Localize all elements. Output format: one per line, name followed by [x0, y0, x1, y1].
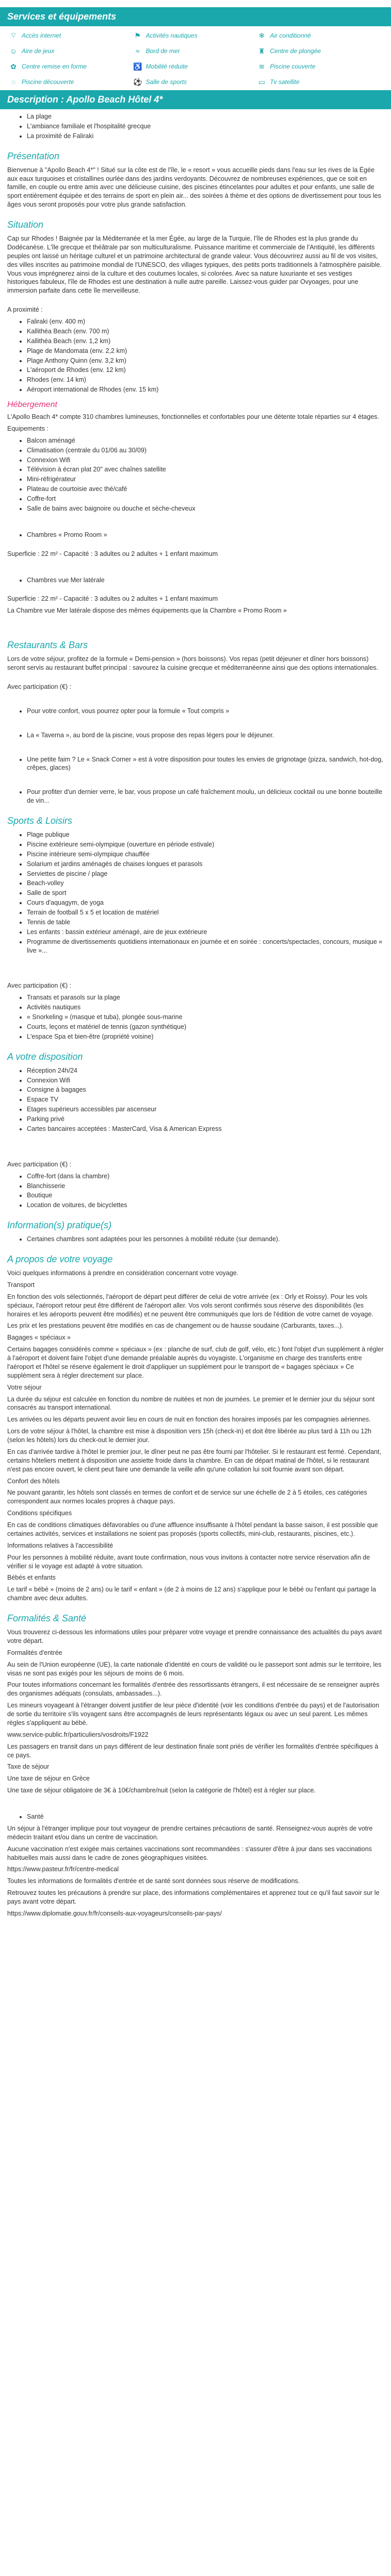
disposition-list [7, 1066, 384, 1133]
sports-title: Sports & Loisirs [7, 816, 73, 826]
sante-paragraph: Retrouvez toutes les précautions à prendre sur place, des informations complémentaires et apprenez tout ce qu'il faut savoir sur le pays avant votre départ. [7, 1889, 380, 1905]
service-item [257, 31, 382, 40]
room2-name: • Chambres vue Mer latérale [27, 576, 384, 585]
sports-paid-item: • Transats et parasols sur la plage [27, 993, 384, 1002]
page [0, 7, 391, 1918]
service-label: Air conditionné [270, 32, 311, 39]
description-content [0, 112, 391, 1918]
formalites-text [7, 1628, 384, 1795]
service-item [257, 62, 382, 71]
apropos-text [7, 1269, 384, 1603]
services-grid [0, 26, 391, 90]
hebergement-text: L'Apollo Beach 4* compte 310 chambres lumineuses, fonctionnelles et confortables pour une détente totale réparties sur 4 étages. [7, 413, 379, 420]
intro-item: • La proximité de Faliraki [27, 132, 384, 141]
sports-paid-item: • « Snorkeling » (masque et tuba), plongée sous-marine [27, 1013, 384, 1022]
sports-paid-item: • Courts, leçons et matériel de tennis (gazon synthétique) [27, 1023, 384, 1031]
formalites-paragraph: Vous trouverez ci-dessous les informations utiles pour préparer votre voyage et prendre connaissance des actualités du pays avant votre départ. [7, 1629, 382, 1645]
service-item [134, 78, 258, 86]
sports-paid-list [7, 993, 384, 1041]
equipement-item: • Mini-réfrigérateur [27, 475, 384, 484]
apropos-paragraph: Bagages « spéciaux » [7, 1334, 71, 1342]
wifi-icon: ⌔ [10, 31, 17, 39]
service-label: Aire de jeux [22, 47, 55, 55]
apropos-paragraph: La durée du séjour est calculée en fonction du nombre de nuitées et non de journées. Le premier et le dernier jour du séjour sont consacrés au transport international. [7, 1395, 375, 1412]
disposition-title: A votre disposition [7, 1051, 83, 1062]
formalites-paragraph: Au sein de l'Union européenne (UE), la carte nationale d'identité en cours de validité ou le passeport sont admis sur le territoire, les visas ne sont pas exigés pour les séjours de moins de 6 mois. [7, 1660, 382, 1677]
apropos-paragraph: Le tarif « bébé » (moins de 2 ans) ou le tarif « enfant » (de 2 à moins de 12 ans) s'applique pour le bébé ou l'enfant qui partage la chambre avec deux adultes. [7, 1586, 376, 1602]
informations-list [7, 1235, 384, 1244]
restaurants-participation-label: Avec participation (€) : [7, 683, 72, 690]
disposition-item: • Consigne à bagages [27, 1086, 384, 1094]
apropos-paragraph: Informations relatives à l'accessibilité [7, 1541, 113, 1549]
service-item [9, 62, 134, 71]
equipement-item: • Salle de bains avec baignoire ou douche et sèche-cheveux [27, 504, 384, 513]
service-label: Mobilité réduite [145, 63, 188, 70]
intro-item: • L'ambiance familiale et l'hospitalité grecque [27, 122, 384, 131]
room2-text: Superficie : 22 m² - Capacité : 3 adultes ou 2 adultes + 1 enfant maximum [7, 595, 218, 603]
situation-text: Cap sur Rhodes ! Baignée par la Méditerranée et la mer Égée, au large de la Turquie, l'île de Rhodes est la plus grande du Dodécanèse. L'île grecque et théâtrale par son multiculturalisme. Puissance maritime et commerciale de l'Antiquité, les différents peuples ont laissé un héritage culturel et un patrimoine architectural de grande valeur. Vous découvrirez aussi au fil de vos visites, des villes inscrites au patrimoine mondial de l'UNESCO, des villages typiques, des petits ports traditionnels à l'atmosphère paisible. Vous vous imprégnerez ainsi de la culture et des coutumes locales, si colorées. Avec sa nature luxuriante et ses vestiges historiques fabuleux, l'île de Rhodes est une destination à nulle autre pareille. Laissez-vous guider par Ovyoages, pour une immersion parfaite dans cette île merveilleuse. [7, 235, 382, 295]
presentation-title: Présentation [7, 150, 60, 161]
service-label: Centre de plongée [270, 47, 321, 55]
sports-item: • Programme de divertissements quotidiens internationaux en journée et en soirée : concerts/spectacles, concours, musique « live »... [27, 938, 384, 955]
room1-name: • Chambres « Promo Room » [27, 531, 384, 539]
sante-paragraph: https://www.pasteur.fr/fr/centre-medical [7, 1866, 119, 1873]
disposition-paid-item: • Location de voitures, de bicyclettes [27, 1201, 384, 1210]
equipement-item: • Connexion Wifi [27, 456, 384, 465]
disposition-item: • Réception 24h/24 [27, 1066, 384, 1075]
sport-icon: ⚽ [133, 77, 142, 86]
apropos-paragraph: Conditions spécifiques [7, 1510, 72, 1517]
apropos-paragraph: Lors de votre séjour à l'hôtel, la chambre est mise à disposition vers 15h (check-in) et doit être libérée au plus tard à 11h ou 12h (selon les hôtels) lors du check-out le dernier jour. [7, 1428, 372, 1444]
sante-paragraph: Toutes les informations de formalités d'entrée et de santé sont données sous réserve de modifications. [7, 1877, 300, 1885]
service-item [9, 31, 134, 40]
restaurant-item: • Pour profiter d'un dernier verre, le bar, vous propose un café fraîchement moulu, un délicieux cocktail ou une bonne bouteille de vin... [27, 788, 384, 805]
formalites-paragraph: Pour toutes informations concernant les formalités d'entrée des ressortissants étrangers, il est nécessaire de se renseigner auprès des organismes adéquats (consulats, ambassades...). [7, 1681, 380, 1698]
apropos-title: A propos de votre voyage [7, 1254, 113, 1264]
sports-item: • Piscine extérieure semi-olympique (ouverture en période estivale) [27, 840, 384, 849]
proximity-item: • Kallithéa Beach (env. 1,2 km) [27, 337, 384, 346]
proximity-label: A proximité : [7, 306, 43, 314]
restaurant-item: • La « Taverna », au bord de la piscine, vous propose des repas légers pour le déjeuner. [27, 731, 384, 740]
restaurant-list [7, 707, 384, 716]
apropos-paragraph: Voici quelques informations à prendre en considération concernant votre voyage. [7, 1269, 239, 1277]
sports-item: • Beach-volley [27, 879, 384, 888]
restaurants-items [7, 707, 384, 805]
disposition-paid-item: • Boutique [27, 1191, 384, 1200]
room2-desc: La Chambre vue Mer latérale dispose des mêmes équipements que la Chambre « Promo Room » [7, 607, 287, 615]
disposition-paid-list [7, 1172, 384, 1210]
mobility-icon: ♿ [133, 62, 142, 71]
presentation-text: Bienvenue à "Apollo Beach 4*" ! Situé sur la côte est de l'île, le « resort » vous accueille pieds dans l'eau sur les rives de la Égée aux eaux turquoises et cristallines ourlée dans des jardins verdoyants. Découvrez de nombreuses expériences, que ce soit en famille, en couple ou entre amis avec une délicieuse cuisine, des piscines étincelantes pour adultes et pour enfants, une salle de sport entièrement équipée et des terrains de sport en plein air... des soirées à thème et des options de divertissement pour tous les âges vous seront proposés pour votre plus grande satisfaction. [7, 166, 381, 209]
formalites-paragraph: Une taxe de séjour en Grèce [7, 1775, 90, 1783]
service-item [134, 31, 258, 40]
description-title: Description : Apollo Beach Hôtel 4* [0, 90, 391, 109]
room1-text: Superficie : 22 m² - Capacité : 3 adultes ou 2 adultes + 1 enfant maximum [7, 550, 218, 557]
room1-list [7, 531, 384, 539]
information-item: • Certaines chambres sont adaptées pour les personnes à mobilité réduite (sur demande). [27, 1235, 384, 1244]
sante-paragraph: https://www.diplomatie.gouv.fr/fr/conseils-aux-voyageurs/conseils-par-pays/ [7, 1909, 222, 1917]
sports-paid-item: • L'espace Spa et bien-être (propriété voisine) [27, 1032, 384, 1041]
apropos-paragraph: En fonction des vols sélectionnés, l'aéroport de départ peut différer de celui de votre arrivée (ex : Orly et Roissy). Pour les vols spéciaux, l'aéroport retour peut être différent de l'aéroport aller. Vos vols seront confirmés sous réserve des disponibilités (les horaires et les aéroports peuvent être modifiés) et ne peuvent être communiqués que lors de l'édition de votre carnet de voyage. [7, 1293, 373, 1318]
sante-paragraph: Un séjour à l'étranger implique pour tout voyageur de prendre certaines précautions de santé. Renseignez-vous auprès de votre médecin traitant et/ou dans un centre de vaccination. [7, 1824, 373, 1841]
sports-paid-item: • Activités nautiques [27, 1003, 384, 1012]
apropos-paragraph: Bébés et enfants [7, 1574, 56, 1582]
activity-icon: ⚑ [134, 31, 141, 40]
service-label: Centre remise en forme [22, 63, 87, 70]
equipement-item: • Télévision à écran plat 20" avec chaînes satellite [27, 465, 384, 474]
apropos-paragraph: Confort des hôtels [7, 1477, 60, 1485]
restaurant-item: • Pour votre confort, vous pourrez opter pour la formule « Tout compris » [27, 707, 384, 716]
apropos-paragraph: Les prix et les prestations peuvent être modifiés en cas de changement ou de hausse soudaine (Carburants, taxes...). [7, 1322, 344, 1330]
services-title: Services et équipements [0, 7, 391, 26]
service-label: Tv satellite [270, 78, 300, 86]
service-label: Piscine découverte [22, 78, 74, 86]
equipements-label: Equipements : [7, 425, 48, 432]
proximity-item: • Kallithéa Beach (env. 700 m) [27, 327, 384, 336]
service-item [9, 78, 134, 86]
intro-item: • La plage [27, 112, 384, 121]
equipement-item: • Balcon aménagé [27, 436, 384, 445]
equipement-item: • Climatisation (centrale du 01/06 au 30/09) [27, 446, 384, 455]
proximity-item: • Plage Anthony Quinn (env. 3,2 km) [27, 357, 384, 365]
sports-item: • Serviettes de piscine / plage [27, 870, 384, 878]
proximity-item: • Plage de Mandomata (env. 2,2 km) [27, 347, 384, 355]
service-label: Bord de mer [145, 47, 180, 55]
spa-icon: ✿ [10, 62, 17, 71]
service-label: Activités nautiques [145, 32, 198, 39]
service-label: Accès internet [22, 32, 61, 39]
proximity-item: • L'aéroport de Rhodes (env. 12 km) [27, 366, 384, 375]
apropos-paragraph: Votre séjour [7, 1383, 42, 1391]
service-item [134, 62, 258, 71]
equipements-list [7, 436, 384, 513]
formalites-paragraph: Taxe de séjour [7, 1763, 50, 1771]
disposition-item: • Etages supérieurs accessibles par ascenseur [27, 1105, 384, 1114]
restaurant-list [7, 755, 384, 773]
proximity-list [7, 317, 384, 394]
restaurant-list [7, 731, 384, 740]
apropos-paragraph: Pour les personnes à mobilité réduite, avant toute confirmation, nous vous invitons à contacter notre service réservation afin de vérifier si le voyage est adapté à votre situation. [7, 1553, 370, 1570]
disposition-item: • Connexion Wifi [27, 1076, 384, 1085]
apropos-paragraph: En cas de conditions climatiques défavorables ou d'une affluence insuffisante à l'hôtel pendant la basse saison, il est possible que certaines activités, services et installations ne soient pas proposés (sports collectifs, mini-club, restaurants, piscines, etc.). [7, 1521, 378, 1537]
disposition-item: • Parking privé [27, 1115, 384, 1124]
apropos-paragraph: Certains bagages considérés comme « spéciaux » (ex : planche de surf, club de golf, vélo, etc.) font l'objet d'un supplément à régler à l'aéroport et doivent faire l'objet d'une demande préalable auprès du voyagiste. L'organisme en charge des transferts entre l'aéroport et l'hôtel se réserve également le droit d'appliquer un supplément pour le transport de « bagages spéciaux » Ce supplément sera à régler directement sur place. [7, 1346, 384, 1379]
service-item [257, 78, 382, 86]
apropos-paragraph: Les arrivées ou les départs peuvent avoir lieu en cours de nuit en fonction des horaires imposés par les compagnies aériennes. [7, 1416, 371, 1423]
proximity-item: • Faliraki (env. 400 m) [27, 317, 384, 326]
disposition-participation-label: Avec participation (€) : [7, 1160, 72, 1168]
intro-list [7, 112, 384, 141]
restaurants-text: Lors de votre séjour, profitez de la formule « Demi-pension » (hors boissons). Vos repas (petit déjeuner et dîner hors boissons) seront servis au restaurant buffet principal : savourez la cuisine grecque et méditerranéenne ainsi que des options internationales. [7, 655, 378, 671]
sante-paragraph: Aucune vaccination n'est exigée mais certaines vaccinations sont recommandées : s'assurer d'être à jour dans ses vaccinations habituelles mais aussi dans le cadre de zones géographiques visitées. [7, 1845, 372, 1861]
sports-participation-label: Avec participation (€) : [7, 982, 72, 990]
tv-icon: ▭ [258, 77, 265, 86]
sports-item: • Salle de sport [27, 889, 384, 897]
disposition-item: • Espace TV [27, 1095, 384, 1104]
sante-list [7, 1812, 384, 1821]
informations-title: Information(s) pratique(s) [7, 1220, 112, 1231]
sports-item: • Les enfants : bassin extérieur aménagé, aire de jeux extérieure [27, 928, 384, 937]
formalites-paragraph: Les mineurs voyageant à l'étranger doivent justifier de leur pièce d'identité (voir les conditions d'entrée du pays) et de l'autorisation de sortie du territoire s'ils voyagent sans être accompagnés de leurs représentants légaux ou avec un seul parent. Les mêmes règles s'appliquent au bébé. [7, 1702, 380, 1726]
service-item [134, 47, 258, 55]
service-label: Piscine couverte [270, 63, 316, 70]
room2-list [7, 576, 384, 585]
kids-icon: ☺ [9, 47, 18, 55]
service-item [9, 47, 134, 55]
fitness-icon: ♜ [258, 46, 265, 55]
apropos-paragraph: En cas d'arrivée tardive à l'hôtel le premier jour, le dîner peut ne pas être fourni par l'hôtelier. Si le restaurant est fermé. Cependant, certains hôteliers mettent à disposition une assiette froide dans la chambre. En cas de départ matinal de l'hôtel, si le restaurant n'est pas encore ouvert, le client peut faire une demande la veille afin qu'une collation lui soit fournie avant son départ. [7, 1448, 381, 1473]
apropos-paragraph: Ne pouvant garantir, les hôtels sont classés en termes de confort et de service sur une échelle de 2 à 5 étoiles, ces catégories correspondent aux normes locales propres à chaque pays. [7, 1489, 367, 1505]
restaurant-item: • Une petite faim ? Le « Snack Corner » est à votre disposition pour toutes les envies de grignotage (pizza, sandwich, hot-dog, crêpes, glaces) [27, 755, 384, 773]
service-item [257, 47, 382, 55]
pool-icon: ≋ [258, 62, 265, 71]
sante-text [7, 1824, 384, 1918]
formalites-title: Formalités & Santé [7, 1613, 87, 1623]
sports-item: • Plage publique [27, 831, 384, 839]
apropos-paragraph: Transport [7, 1281, 35, 1289]
restaurant-list [7, 788, 384, 805]
restaurants-title: Restaurants & Bars [7, 640, 88, 651]
sea-icon: ≈ [135, 47, 140, 55]
formalites-paragraph: Une taxe de séjour obligatoire de 3€ à 10€/chambre/nuit (selon la catégorie de l'hôtel) est à régler sur place. [7, 1787, 316, 1794]
sports-item: • Cours d'aquagym, de yoga [27, 899, 384, 907]
formalites-paragraph: www.service-public.fr/particuliers/vosdroits/F1922 [7, 1731, 149, 1738]
proximity-item: • Rhodes (env. 14 km) [27, 376, 384, 384]
equipement-item: • Plateau de courtoisie avec thé/café [27, 485, 384, 494]
disposition-paid-item: • Coffre-fort (dans la chambre) [27, 1172, 384, 1181]
situation-title: Situation [7, 219, 44, 230]
sports-list [7, 831, 384, 955]
sports-item: • Tennis de table [27, 918, 384, 927]
service-label: Salle de sports [145, 78, 187, 86]
formalites-paragraph: Les passagers en transit dans un pays différent de leur destination finale sont priés de vérifier les formalités d'entrée spécifiques à ce pays. [7, 1742, 379, 1759]
heated-pool-icon: ◌ [11, 78, 16, 86]
sports-item: • Terrain de football 5 x 5 et location de matériel [27, 908, 384, 917]
sante-bullet: • Santé [27, 1812, 384, 1821]
proximity-item: • Aéroport international de Rhodes (env. 15 km) [27, 385, 384, 394]
sports-item: • Solarium et jardins aménagés de chaises longues et parasols [27, 860, 384, 869]
disposition-paid-item: • Blanchisserie [27, 1182, 384, 1191]
formalites-paragraph: Formalités d'entrée [7, 1649, 62, 1656]
aircon-icon: ❄ [258, 31, 265, 40]
disposition-item: • Cartes bancaires acceptées : MasterCard, Visa & American Express [27, 1125, 384, 1133]
sports-item: • Piscine intérieure semi-olympique chauffée [27, 850, 384, 859]
equipement-item: • Coffre-fort [27, 495, 384, 503]
hebergement-title: Hébergement [7, 400, 57, 409]
